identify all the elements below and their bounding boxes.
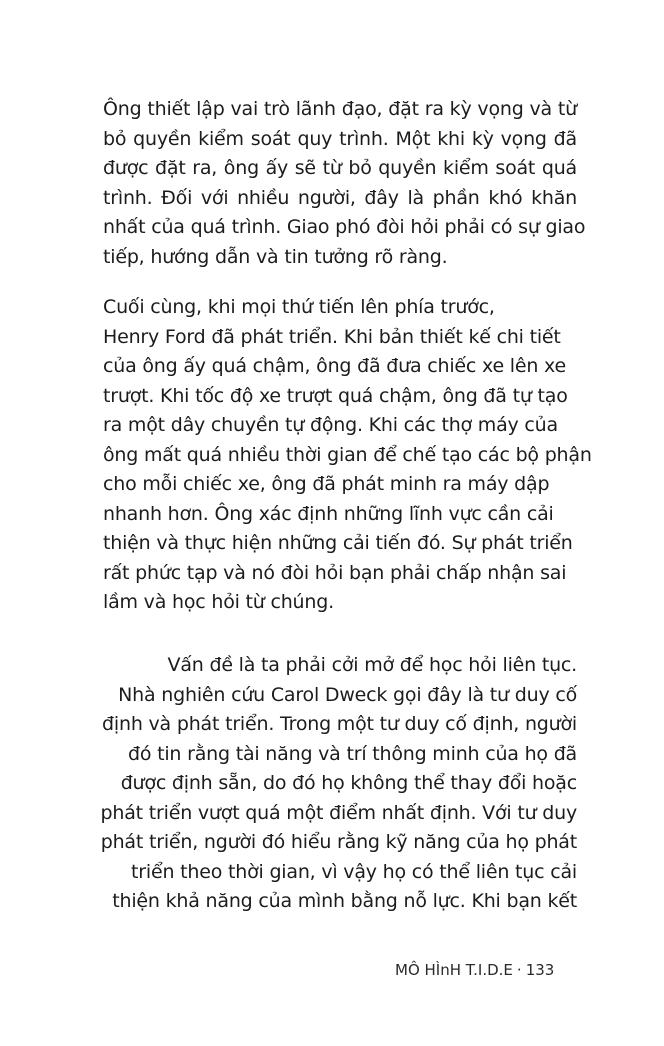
text-line: phát triển vượt quá một điểm nhất định. Với tư duy: [100, 801, 577, 824]
page-footer: [395, 961, 554, 979]
text-line: Nhà nghiên cứu Carol Dweck gọi đây là tư duy cố: [118, 683, 577, 706]
text-line: trình. Đối với nhiều người, đây là phần khó khăn: [103, 186, 577, 209]
footer-separator: ·: [516, 961, 522, 979]
paragraph-1: [103, 95, 586, 272]
paragraph-2: [103, 293, 592, 618]
text-line: triển theo thời gian, vì vậy họ có thể liên tục cải: [131, 860, 577, 883]
page-number: 133: [525, 961, 555, 979]
text-line: lầm và học hỏi từ chúng.: [103, 591, 334, 613]
text-line: bỏ quyền kiểm soát quy trình. Một khi kỳ vọng đã: [103, 127, 577, 150]
paragraph-3: [100, 651, 577, 917]
text-line: Vấn đề là ta phải cởi mở để học hỏi liên tục.: [167, 654, 577, 676]
text-line: của ông ấy quá chậm, ông đã đưa chiếc xe lên xe: [103, 355, 566, 377]
text-line: Cuối cùng, khi mọi thứ tiến lên phía trước,: [103, 296, 495, 318]
text-line: ra một dây chuyền tự động. Khi các thợ máy của: [103, 414, 558, 436]
text-line: rất phức tạp và nó đòi hỏi bạn phải chấp nhận sai: [103, 561, 567, 584]
text-line: được định sẵn, do đó họ không thể thay đổi hoặc: [120, 772, 577, 794]
text-line: phát triển, người đó hiểu rằng kỹ năng của họ phát: [100, 831, 577, 853]
text-line: Ông thiết lập vai trò lãnh đạo, đặt ra kỳ vọng và từ: [103, 98, 577, 120]
running-title: MÔ HÌnH T.I.D.E: [395, 961, 513, 979]
text-line: cho mỗi chiếc xe, ông đã phát minh ra máy dập: [103, 473, 550, 495]
text-line: ông mất quá nhiều thời gian để chế tạo các bộ phận: [103, 443, 592, 466]
text-line: thiện và thực hiện những cải tiến đó. Sự phát triển: [103, 532, 573, 554]
text-line: Henry Ford đã phát triển. Khi bản thiết kế chi tiết: [103, 325, 561, 348]
text-line: định và phát triển. Trong một tư duy cố định, người: [102, 713, 577, 735]
text-line: nhanh hơn. Ông xác định những lĩnh vực cần cải: [103, 502, 554, 525]
text-line: thiện khả năng của mình bằng nỗ lực. Khi bạn kết: [112, 890, 577, 912]
text-line: được đặt ra, ông ấy sẽ từ bỏ quyền kiểm soát quá: [103, 157, 577, 179]
text-line: tiếp, hướng dẫn và tin tưởng rõ ràng.: [103, 245, 448, 268]
text-line: nhất của quá trình. Giao phó đòi hỏi phải có sự giao: [103, 216, 586, 238]
text-line: trượt. Khi tốc độ xe trượt quá chậm, ông đã tự tạo: [103, 384, 568, 407]
text-line: đó tin rằng tài năng và trí thông minh của họ đã: [127, 742, 577, 765]
